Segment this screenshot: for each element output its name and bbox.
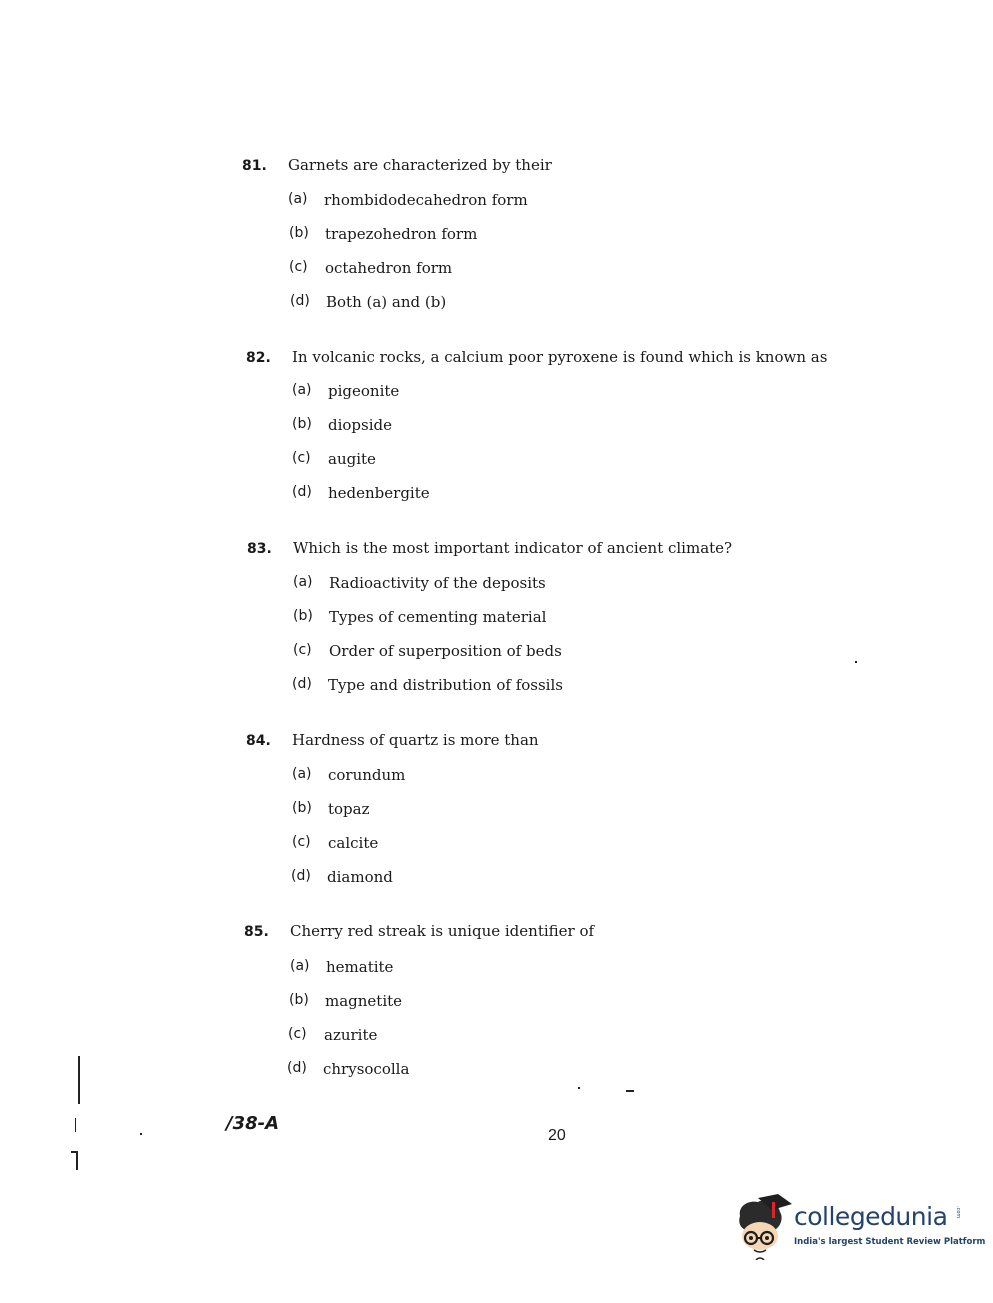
option-label: (a)	[290, 958, 310, 974]
option-label: (b)	[292, 416, 312, 432]
option-text: octahedron form	[325, 259, 453, 277]
scan-dot	[578, 1087, 580, 1089]
option-text: Types of cementing material	[329, 608, 547, 626]
option-label: (c)	[292, 834, 311, 850]
option-text: magnetite	[325, 992, 403, 1010]
scan-dot	[626, 1090, 634, 1092]
brand-suffix: .com	[955, 1206, 961, 1219]
question-number: 83.	[247, 541, 272, 557]
option-label: (c)	[293, 642, 312, 658]
question-number: 81.	[242, 158, 267, 174]
scan-dot	[855, 661, 857, 663]
question-text: Cherry red streak is unique identifier of	[290, 922, 595, 940]
option-text: chrysocolla	[323, 1060, 410, 1078]
option-text: diamond	[327, 868, 393, 886]
scan-line-mark	[71, 1151, 77, 1153]
scan-line-mark	[75, 1118, 76, 1132]
option-label: (b)	[289, 992, 309, 1008]
question-text: Garnets are characterized by their	[288, 156, 552, 174]
option-label: (c)	[292, 450, 311, 466]
scan-line-mark	[76, 1151, 78, 1170]
question-text: Which is the most important indicator of ancient climate?	[293, 539, 733, 557]
option-label: (d)	[292, 676, 312, 692]
option-text: corundum	[328, 766, 406, 784]
option-text: azurite	[324, 1026, 378, 1044]
option-text: hematite	[326, 958, 394, 976]
option-label: (d)	[290, 293, 310, 309]
paper-code: /38-A	[226, 1113, 280, 1134]
option-label: (b)	[289, 225, 309, 241]
option-text: Radioactivity of the deposits	[329, 574, 546, 592]
option-text: Order of superposition of beds	[329, 642, 562, 660]
option-text: calcite	[328, 834, 379, 852]
option-label: (b)	[293, 608, 313, 624]
option-text: Both (a) and (b)	[326, 293, 447, 311]
question-text: In volcanic rocks, a calcium poor pyroxene is found which is known as	[292, 348, 828, 366]
option-label: (d)	[291, 868, 311, 884]
option-label: (a)	[288, 191, 308, 207]
option-text: topaz	[328, 800, 370, 818]
brand-tagline: India's largest Student Review Platform	[794, 1237, 986, 1247]
option-text: augite	[328, 450, 376, 468]
option-label: (a)	[293, 574, 313, 590]
option-text: pigeonite	[328, 382, 400, 400]
scan-line-mark	[78, 1056, 80, 1104]
question-number: 85.	[244, 924, 269, 940]
option-text: hedenbergite	[328, 484, 430, 502]
option-label: (a)	[292, 766, 312, 782]
brand-name: collegedunia	[794, 1202, 948, 1231]
option-label: (d)	[287, 1060, 307, 1076]
option-text: Type and distribution of fossils	[328, 676, 563, 694]
option-text: trapezohedron form	[325, 225, 478, 243]
question-text: Hardness of quartz is more than	[292, 731, 539, 749]
option-label: (c)	[288, 1026, 307, 1042]
option-label: (d)	[292, 484, 312, 500]
scan-dot	[140, 1133, 142, 1135]
option-text: diopside	[328, 416, 393, 434]
page-number: 20	[548, 1127, 566, 1144]
option-label: (a)	[292, 382, 312, 398]
collegedunia-logo	[734, 1194, 986, 1262]
option-text: rhombidodecahedron form	[324, 191, 528, 209]
question-number: 84.	[246, 733, 271, 749]
mascot-icon	[734, 1194, 794, 1260]
question-number: 82.	[246, 350, 271, 366]
option-label: (b)	[292, 800, 312, 816]
option-label: (c)	[289, 259, 308, 275]
